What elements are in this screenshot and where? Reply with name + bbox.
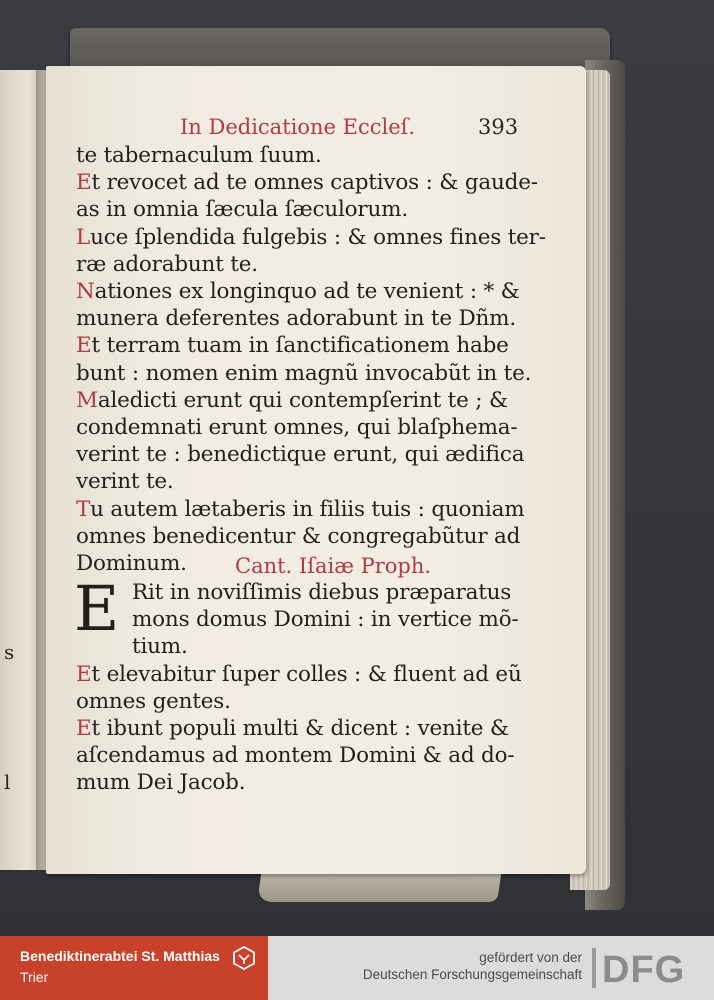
text-line (76, 333, 509, 359)
line-text: mum Dei Jacob. (76, 770, 246, 796)
text-line (76, 770, 245, 796)
text-line (76, 361, 531, 387)
funding-note (363, 949, 582, 983)
dfg-logo (592, 948, 702, 988)
rubricated-initial: N (76, 279, 95, 304)
rubricated-initial: T (76, 496, 91, 522)
institution-badge[interactable] (0, 936, 268, 1000)
line-text: omnes gentes. (76, 688, 231, 714)
text-line (76, 388, 508, 414)
line-text: te tabernaculum ſuum. (76, 143, 322, 168)
line-text: t elevabitur ſuper colles : & fluent ad eũ (91, 661, 522, 687)
line-text: mons domus Domini : in vertice mõ- (132, 607, 519, 633)
line-text: aſcendamus ad montem Domini & ad do- (76, 743, 515, 769)
dfg-logo-text: DFG (602, 949, 686, 988)
rubricated-initial: E (76, 716, 92, 741)
left-page-fragment: s (4, 640, 15, 664)
running-title: In Dedicatione Eccleſ. (180, 115, 416, 139)
abbey-logo-icon (232, 946, 256, 970)
line-text: ræ adorabunt te. (76, 251, 258, 277)
line-text: munera deferentes adorabunt in te Dñm. (76, 306, 516, 332)
text-line (76, 524, 520, 550)
text-line (76, 197, 408, 223)
line-text: as in omnia ſæcula ſæculorum. (76, 197, 408, 223)
line-text: bunt : nomen enim magnũ invocabũt in te. (76, 360, 532, 386)
text-line (132, 634, 188, 660)
line-text: uce ſplendida fulgebis : & omnes fines ter- (90, 224, 546, 250)
text-line (76, 279, 520, 305)
canticle-heading: Cant. Iſaiæ Proph. (235, 554, 432, 578)
line-text: verint te. (76, 469, 174, 495)
text-line (76, 170, 538, 196)
drop-cap: E (74, 572, 120, 645)
line-text: t terram tuam in ſanctificationem habe (91, 333, 509, 359)
page-header (180, 115, 520, 145)
rubricated-initial: E (76, 661, 92, 687)
line-text: verint te : benedictique erunt, qui ædifica (76, 442, 525, 468)
funding-line-1: gefördert von der (479, 950, 582, 965)
line-text: t ibunt populi multi & dicent : venite & (91, 716, 509, 741)
text-line (132, 580, 511, 606)
rubricated-initial: L (76, 224, 91, 250)
line-text: u autem lætaberis in filiis tuis : quoniam (90, 496, 525, 522)
line-text: aledicti erunt qui contempſerint te ; & (97, 387, 508, 413)
line-text: Rit in noviſſimis diebus præparatus (132, 580, 512, 605)
page-number: 393 (478, 115, 519, 139)
line-text: ationes ex longinquo ad te venient : * & (94, 279, 520, 304)
funding-line-2: Deutschen Forschungsgemeinschaft (362, 967, 582, 982)
text-line (76, 143, 322, 169)
institution-name: Benediktinerabtei St. Matthias (20, 948, 220, 964)
text-line (76, 306, 516, 332)
text-line (76, 689, 231, 715)
left-page-fragment: l (4, 770, 11, 794)
line-text: Dominum. (76, 551, 187, 576)
text-line (76, 743, 514, 769)
text-line (76, 252, 258, 278)
text-line (76, 225, 546, 251)
institution-city: Trier (20, 969, 49, 985)
line-text: tium. (132, 634, 188, 660)
line-text: t revocet ad te omnes captivos : & gaude- (91, 170, 538, 196)
text-line (76, 469, 174, 495)
rubricated-initial: M (76, 387, 98, 413)
text-line (76, 442, 524, 468)
text-line (76, 415, 517, 441)
line-text: condemnati erunt omnes, qui blaſphema- (76, 415, 518, 440)
line-text: omnes benedicentur & congregabũtur ad (76, 523, 521, 549)
left-page (0, 70, 40, 870)
rubricated-initial: E (76, 333, 92, 359)
footer-bar (0, 936, 714, 1000)
text-line (132, 607, 519, 633)
rubricated-initial: E (76, 170, 92, 196)
text-line (76, 497, 524, 523)
text-line (76, 662, 522, 688)
text-line (76, 716, 509, 742)
